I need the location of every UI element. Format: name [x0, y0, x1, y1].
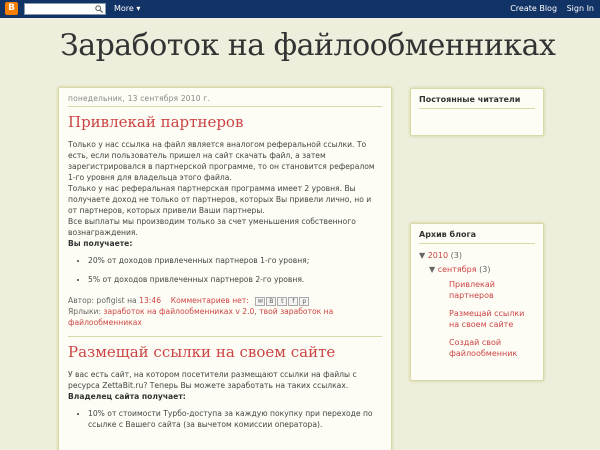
post-title[interactable]: Привлекай партнеров — [68, 113, 244, 131]
post-title[interactable]: Размещай ссылки на своем сайте — [68, 343, 336, 361]
widget-title: Постоянные читатели — [419, 95, 535, 109]
main-column — [58, 87, 392, 450]
list-item: • 20% от доходов привлеченных партнеров 1-го уровня; — [88, 255, 382, 266]
email-icon[interactable]: ✉ — [255, 297, 265, 306]
author-label: Автор: — [68, 296, 95, 305]
label-link[interactable]: твой заработок на файлообменниках — [68, 307, 334, 327]
create-blog-link[interactable]: Create Blog — [510, 4, 558, 13]
post-paragraph: Только у нас ссылка на файл является аналогом реферальной ссылки. То есть, если пользователь пришел на сайт скачать файл, а затем зарегистрировался в партнерской программе, то он становится рефералом 1-го уровня для владельца этого файла. — [68, 140, 375, 182]
archive-month-count: (3) — [479, 265, 491, 274]
post-footer: Автор: pofigist на 13:46 Комментариев нет: ✉ B t f p Ярлыки: заработок на файлообменниках v 2.0, твой заработок на файлообменниках — [68, 296, 334, 327]
post-date: понедельник, 13 сентября 2010 г. — [68, 94, 382, 107]
facebook-icon[interactable]: f — [288, 297, 298, 306]
archive-post-link[interactable]: Создай свой файлообменник — [449, 338, 518, 358]
blogger-navbar — [0, 0, 600, 18]
labels-label: Ярлыки: — [68, 307, 102, 316]
post-body — [68, 139, 382, 285]
post-paragraph: Только у нас реферальная партнерская программа имеет 2 уровня. Вы получаете доход не только от партнеров, которых Вы привели лично, но и от партнеров, которых привели Ваши партнеры. — [68, 184, 372, 215]
pinterest-icon[interactable]: p — [299, 297, 309, 306]
list-item: • 5% от доходов привлеченных партнеров 2-го уровня. — [88, 274, 382, 285]
list-item: • 10% от стоимости Турбо-доступа за каждую покупку при переходе по ссылке с Вашего сайта (за вычетом комиссии оператора). — [88, 408, 382, 430]
post-subheading: Владелец сайта получает: — [68, 392, 186, 401]
twitter-icon[interactable]: t — [277, 297, 287, 306]
archive-year-count: (3) — [450, 251, 462, 260]
archive-month — [429, 264, 535, 275]
archive-post-link[interactable]: Размещай ссылки на своем сайте — [449, 309, 525, 329]
label-link[interactable]: заработок на файлообменниках v 2.0 — [103, 307, 255, 316]
widget-title: Архив блога — [419, 230, 535, 244]
post-divider — [68, 336, 382, 337]
post-list — [88, 408, 382, 430]
archive-widget — [410, 223, 544, 381]
blogthis-icon[interactable]: B — [266, 297, 276, 306]
navbar-right — [503, 3, 594, 15]
archive-posts — [449, 279, 535, 359]
at-label: на — [127, 296, 137, 305]
search-icon[interactable] — [95, 5, 103, 13]
post-time-link[interactable]: 13:46 — [139, 296, 162, 305]
post-subheading: Вы получаете: — [68, 239, 133, 248]
collapse-toggle-icon[interactable]: ▼ — [419, 251, 426, 260]
post-list — [88, 255, 382, 285]
author-name: pofigist — [96, 296, 125, 305]
share-buttons — [255, 297, 309, 306]
post-paragraph: Все выплаты мы производим только за счет уменьшения собственного вознаграждения. — [68, 217, 356, 237]
blogger-logo-icon[interactable]: B — [5, 2, 18, 15]
followers-widget — [410, 88, 544, 136]
collapse-toggle-icon[interactable]: ▼ — [429, 265, 436, 274]
post-paragraph: У вас есть сайт, на котором посетители размещают ссылки на файлы с ресурса ZettaBit.ru? Теперь Вы можете заработать на таких ссылках. — [68, 370, 357, 390]
comments-link[interactable]: Комментариев нет: — [170, 296, 249, 305]
more-menu-button[interactable]: More ▾ — [114, 4, 141, 13]
archive-month-link[interactable]: сентября — [437, 265, 477, 274]
archive-post-link[interactable]: Привлекай партнеров — [449, 280, 495, 300]
sign-in-link[interactable]: Sign In — [566, 4, 594, 13]
blog-title[interactable]: Заработок на файлообменниках — [60, 28, 556, 63]
archive-year — [419, 250, 535, 261]
post-body — [68, 369, 382, 430]
archive-tree — [419, 250, 535, 359]
archive-year-link[interactable]: 2010 — [427, 251, 449, 260]
navbar-search-input[interactable] — [24, 3, 106, 15]
